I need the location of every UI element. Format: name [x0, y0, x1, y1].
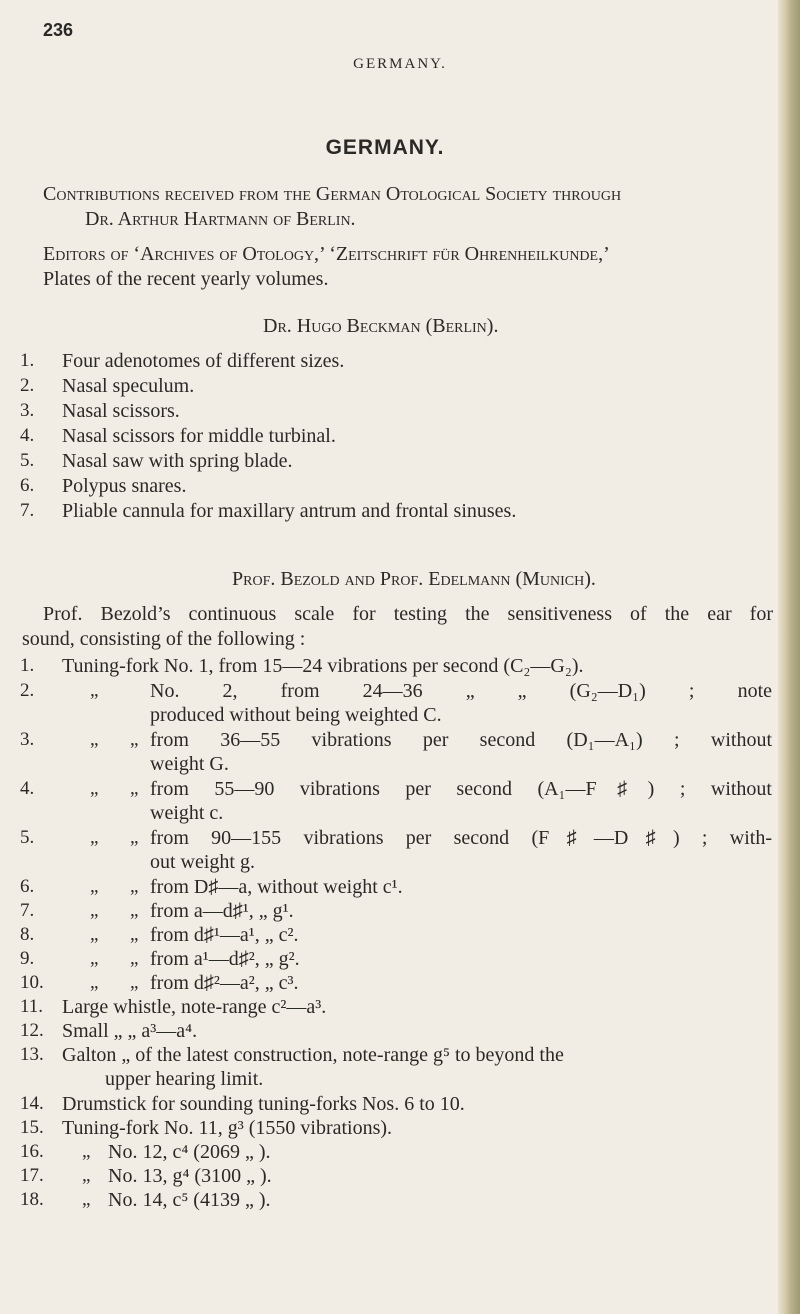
bezold-para-line-1: Prof. Bezold’s continuous scale for testing the sensitiveness of the ear for [43, 603, 773, 625]
bezold-item: from D♯—a, without weight c¹. [150, 876, 403, 898]
page-number: 236 [43, 20, 74, 40]
ditto-mark: „ [90, 972, 99, 993]
bezold-item-number: 18. [20, 1189, 44, 1210]
bezold-item: from 90—155 vibrations per second (F♯—D♯) ; with- [150, 827, 772, 849]
bezold-item-number: 10. [20, 972, 44, 993]
intro-line-2: Dr. Arthur Hartmann of Berlin. [85, 208, 356, 230]
bezold-item: from a¹—d♯², „ g². [150, 948, 300, 970]
bezold-item: Tuning-fork No. 11, g³ (1550 vibrations). [62, 1117, 393, 1139]
page-edge [778, 0, 800, 1314]
ditto-mark: „ [82, 1165, 91, 1186]
section-title: GERMANY. [325, 136, 445, 159]
beckman-item: Nasal speculum. [62, 375, 195, 397]
ditto-mark: „ [130, 876, 139, 897]
ditto-mark: „ [90, 876, 99, 897]
ditto-mark: „ [130, 924, 139, 945]
bezold-item-number: 14. [20, 1093, 44, 1114]
running-head: GERMANY. [353, 56, 447, 72]
bezold-item-continuation: upper hearing limit. [105, 1068, 264, 1090]
bezold-item: Small „ „ a³—a⁴. [62, 1020, 198, 1042]
bezold-heading: Prof. Bezold and Prof. Edelmann (Munich). [232, 568, 596, 590]
bezold-item: Large whistle, note-range c²—a³. [62, 996, 327, 1018]
bezold-item-number: 5. [20, 827, 35, 848]
bezold-item-number: 1. [20, 655, 35, 676]
bezold-item: from d♯²—a², „ c³. [150, 972, 299, 994]
bezold-item: Drumstick for sounding tuning-forks Nos. 6 to 10. [62, 1093, 465, 1115]
ditto-mark: „ [90, 948, 99, 969]
ditto-mark: „ [130, 972, 139, 993]
ditto-mark: „ [82, 1189, 91, 1210]
bezold-item-number: 7. [20, 900, 35, 921]
beckman-item-number: 1. [20, 350, 35, 371]
bezold-item: No. 12, c⁴ (2069 „ ). [108, 1141, 271, 1163]
bezold-item: No. 2, from 24—36 „ „ (G₂—D₁) ; note [150, 680, 772, 702]
beckman-item: Nasal scissors for middle turbinal. [62, 425, 336, 447]
beckman-item-number: 4. [20, 425, 35, 446]
bezold-para-line-2: sound, consisting of the following : [22, 628, 306, 650]
intro-line-1: Contributions received from the German Otological Society through [43, 183, 622, 205]
ditto-mark: „ [90, 924, 99, 945]
bezold-item: from 36—55 vibrations per second (D₁—A₁) ; without [150, 729, 772, 751]
ditto-mark: „ [130, 827, 139, 848]
ditto-mark: „ [90, 778, 99, 799]
beckman-item-number: 3. [20, 400, 35, 421]
beckman-item: Polypus snares. [62, 475, 187, 497]
bezold-item-number: 11. [20, 996, 44, 1017]
ditto-mark: „ [90, 900, 99, 921]
beckman-heading: Dr. Hugo Beckman (Berlin). [263, 315, 499, 337]
beckman-item: Nasal saw with spring blade. [62, 450, 293, 472]
beckman-item: Nasal scissors. [62, 400, 180, 422]
bezold-item-number: 12. [20, 1020, 44, 1041]
bezold-item: Tuning-fork No. 1, from 15—24 vibrations per second (C₂—G₂). [62, 655, 584, 677]
ditto-mark: „ [90, 729, 99, 750]
bezold-item: from a—d♯¹, „ g¹. [150, 900, 294, 922]
bezold-item-number: 16. [20, 1141, 44, 1162]
ditto-mark: „ [90, 680, 99, 701]
beckman-item: Pliable cannula for maxillary antrum and frontal sinuses. [62, 500, 517, 522]
bezold-item-number: 2. [20, 680, 35, 701]
ditto-mark: „ [130, 948, 139, 969]
bezold-item-continuation: out weight g. [150, 851, 255, 873]
beckman-item: Four adenotomes of different sizes. [62, 350, 345, 372]
bezold-item-number: 9. [20, 948, 35, 969]
bezold-item-number: 3. [20, 729, 35, 750]
bezold-item-number: 8. [20, 924, 35, 945]
bezold-item-number: 4. [20, 778, 35, 799]
beckman-item-number: 5. [20, 450, 35, 471]
bezold-item: from 55—90 vibrations per second (A₁—F♯) ; without [150, 778, 772, 800]
bezold-item-number: 13. [20, 1044, 44, 1065]
bezold-item-continuation: weight G. [150, 753, 229, 775]
bezold-item-continuation: weight c. [150, 802, 224, 824]
bezold-item-continuation: produced without being weighted C. [150, 704, 442, 726]
ditto-mark: „ [130, 729, 139, 750]
bezold-item: Galton „ of the latest construction, note-range g⁵ to beyond the [62, 1044, 564, 1066]
ditto-mark: „ [130, 778, 139, 799]
beckman-item-number: 6. [20, 475, 35, 496]
bezold-item: No. 13, g⁴ (3100 „ ). [108, 1165, 272, 1187]
ditto-mark: „ [90, 827, 99, 848]
bezold-item-number: 6. [20, 876, 35, 897]
beckman-item-number: 2. [20, 375, 35, 396]
ditto-mark: „ [82, 1141, 91, 1162]
bezold-item-number: 15. [20, 1117, 44, 1138]
editors-line-1: Editors of ‘Archives of Otology,’ ‘Zeitschrift für Ohrenheilkunde,’ [43, 243, 610, 265]
bezold-item: No. 14, c⁵ (4139 „ ). [108, 1189, 271, 1211]
bezold-item: from d♯¹—a¹, „ c². [150, 924, 299, 946]
editors-line-2: Plates of the recent yearly volumes. [43, 268, 329, 290]
bezold-item-number: 17. [20, 1165, 44, 1186]
ditto-mark: „ [130, 900, 139, 921]
beckman-item-number: 7. [20, 500, 35, 521]
